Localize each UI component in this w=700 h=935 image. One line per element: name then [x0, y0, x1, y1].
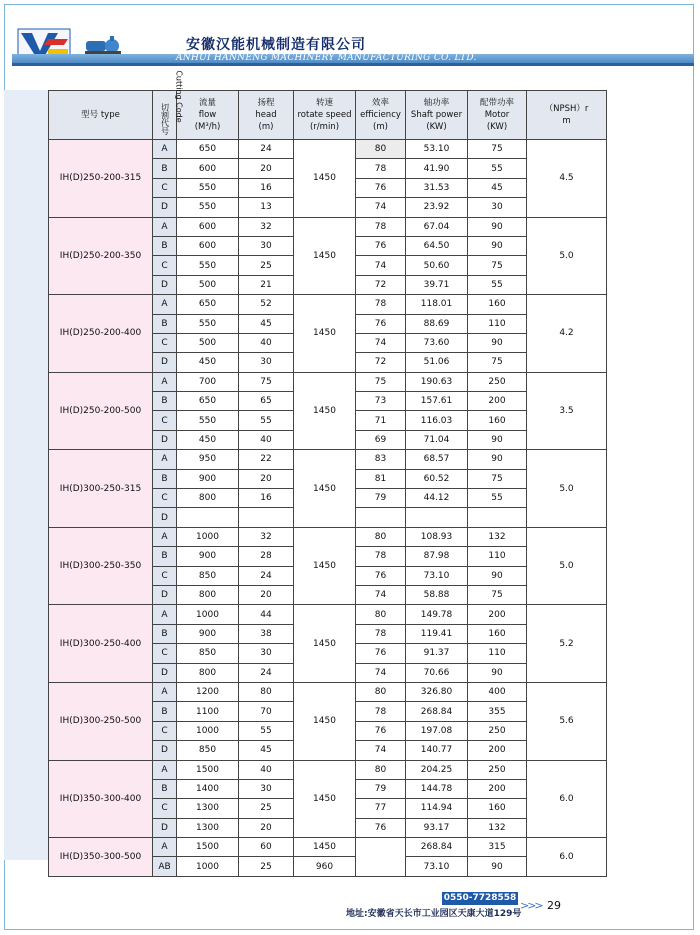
- motor-cell: 90: [468, 217, 527, 236]
- efficiency-cell: 74: [356, 333, 406, 352]
- flow-cell: 1500: [177, 760, 239, 779]
- motor-cell: 250: [468, 721, 527, 740]
- header-cutting-code: [153, 70, 184, 140]
- motor-cell: 315: [468, 838, 527, 857]
- shaft-power-cell: 140.77: [406, 741, 468, 760]
- cutting-code-cell: A: [153, 527, 177, 546]
- shaft-power-cell: 73.10: [406, 566, 468, 585]
- efficiency-cell: 76: [356, 644, 406, 663]
- cutting-code-cell: C: [153, 411, 177, 430]
- flow-cell: 600: [177, 236, 239, 255]
- speed-cell: 1450: [294, 838, 356, 857]
- motor-cell: 200: [468, 605, 527, 624]
- header-efficiency: 效率 efficiency (m): [356, 91, 406, 140]
- shaft-power-cell: 108.93: [406, 527, 468, 546]
- head-cell: 65: [239, 392, 294, 411]
- motor-cell: 160: [468, 624, 527, 643]
- efficiency-cell: 72: [356, 275, 406, 294]
- efficiency-cell: [356, 508, 406, 527]
- flow-cell: 1300: [177, 799, 239, 818]
- head-cell: 70: [239, 702, 294, 721]
- header-type: 型号 type: [49, 91, 153, 140]
- cutting-code-cell: A: [153, 605, 177, 624]
- motor-cell: 45: [468, 178, 527, 197]
- head-cell: 45: [239, 741, 294, 760]
- head-cell: 20: [239, 818, 294, 837]
- head-cell: 80: [239, 682, 294, 701]
- model-cell: IH(D)250-200-500: [49, 372, 153, 450]
- table-body: [49, 140, 607, 877]
- motor-cell: 90: [468, 430, 527, 449]
- motor-cell: 160: [468, 799, 527, 818]
- shaft-power-cell: 88.69: [406, 314, 468, 333]
- npsh-cell: 4.5: [527, 140, 607, 218]
- header-motor: 配带功率 Motor (KW): [468, 91, 527, 140]
- efficiency-cell: 80: [356, 140, 406, 159]
- header-speed: 转速 rotate speed (r/min): [294, 91, 356, 140]
- shaft-power-cell: [406, 508, 468, 527]
- header-npsh: （NPSH）r m: [527, 91, 607, 140]
- efficiency-cell: 78: [356, 159, 406, 178]
- shaft-power-cell: 73.10: [406, 857, 468, 876]
- motor-cell: 400: [468, 682, 527, 701]
- table-row: [49, 682, 607, 701]
- model-cell: IH(D)300-250-500: [49, 682, 153, 760]
- cutting-code-cell: A: [153, 682, 177, 701]
- npsh-cell: 5.6: [527, 682, 607, 760]
- motor-cell: 250: [468, 760, 527, 779]
- table-row: [49, 450, 607, 469]
- cutting-code-cell: AB: [153, 857, 177, 876]
- shaft-power-cell: 116.03: [406, 411, 468, 430]
- motor-cell: 75: [468, 140, 527, 159]
- efficiency-cell: 74: [356, 585, 406, 604]
- flow-cell: 900: [177, 469, 239, 488]
- head-cell: 32: [239, 217, 294, 236]
- cutting-code-cell: A: [153, 450, 177, 469]
- shaft-power-cell: 51.06: [406, 353, 468, 372]
- flow-cell: 550: [177, 178, 239, 197]
- company-name-en: ANHUI HANNENG MACHINERY MANUFACTURING CO. LTD.: [176, 53, 477, 63]
- speed-cell: 960: [294, 857, 356, 876]
- speed-cell: 1450: [294, 450, 356, 528]
- cutting-code-cell: B: [153, 236, 177, 255]
- table-row: [49, 295, 607, 314]
- motor-cell: 355: [468, 702, 527, 721]
- flow-cell: 1400: [177, 779, 239, 798]
- flow-cell: 700: [177, 372, 239, 391]
- head-cell: 16: [239, 489, 294, 508]
- head-cell: 55: [239, 411, 294, 430]
- shaft-power-cell: 39.71: [406, 275, 468, 294]
- table-row: [49, 140, 607, 159]
- shaft-power-cell: 118.01: [406, 295, 468, 314]
- npsh-cell: 5.0: [527, 450, 607, 528]
- efficiency-cell: 80: [356, 760, 406, 779]
- head-cell: 38: [239, 624, 294, 643]
- cutting-code-cell: A: [153, 760, 177, 779]
- cutting-code-cell: D: [153, 663, 177, 682]
- motor-cell: 160: [468, 295, 527, 314]
- cutting-code-cell: C: [153, 721, 177, 740]
- efficiency-cell: 76: [356, 236, 406, 255]
- header-flow: 流量 flow (M³/h): [177, 91, 239, 140]
- cutting-code-cell: C: [153, 799, 177, 818]
- speed-cell: 1450: [294, 217, 356, 295]
- cutting-code-cell: D: [153, 741, 177, 760]
- motor-cell: 160: [468, 411, 527, 430]
- efficiency-cell: 77: [356, 799, 406, 818]
- shaft-power-cell: 157.61: [406, 392, 468, 411]
- speed-cell: 1450: [294, 605, 356, 683]
- flow-cell: 850: [177, 644, 239, 663]
- efficiency-cell: [356, 838, 406, 877]
- flow-cell: 1100: [177, 702, 239, 721]
- head-cell: 21: [239, 275, 294, 294]
- head-cell: 20: [239, 585, 294, 604]
- motor-cell: 30: [468, 198, 527, 217]
- motor-cell: 250: [468, 372, 527, 391]
- cutting-code-cell: C: [153, 333, 177, 352]
- flow-cell: 900: [177, 624, 239, 643]
- cutting-code-cell: C: [153, 644, 177, 663]
- flow-cell: 850: [177, 566, 239, 585]
- shaft-power-cell: 64.50: [406, 236, 468, 255]
- efficiency-cell: 72: [356, 353, 406, 372]
- efficiency-cell: 76: [356, 818, 406, 837]
- table-header-row: [49, 91, 607, 140]
- speed-cell: 1450: [294, 527, 356, 605]
- efficiency-cell: 80: [356, 605, 406, 624]
- model-cell: IH(D)350-300-400: [49, 760, 153, 838]
- cutting-code-cell: D: [153, 275, 177, 294]
- cutting-code-cell: C: [153, 566, 177, 585]
- flow-cell: [177, 508, 239, 527]
- efficiency-cell: 73: [356, 392, 406, 411]
- flow-cell: 1000: [177, 527, 239, 546]
- efficiency-cell: 78: [356, 702, 406, 721]
- head-cell: 55: [239, 721, 294, 740]
- shaft-power-cell: 268.84: [406, 702, 468, 721]
- model-cell: IH(D)300-250-315: [49, 450, 153, 528]
- speed-cell: 1450: [294, 372, 356, 450]
- efficiency-cell: 76: [356, 721, 406, 740]
- npsh-cell: 5.0: [527, 527, 607, 605]
- shaft-power-cell: 93.17: [406, 818, 468, 837]
- shaft-power-cell: 71.04: [406, 430, 468, 449]
- head-cell: 44: [239, 605, 294, 624]
- efficiency-cell: 71: [356, 411, 406, 430]
- cutting-code-cell: A: [153, 295, 177, 314]
- efficiency-cell: 80: [356, 527, 406, 546]
- motor-cell: 75: [468, 353, 527, 372]
- cutting-code-cell: A: [153, 372, 177, 391]
- head-cell: 25: [239, 799, 294, 818]
- motor-cell: 90: [468, 663, 527, 682]
- head-cell: 30: [239, 779, 294, 798]
- pump-image: [84, 35, 124, 55]
- head-cell: 24: [239, 663, 294, 682]
- flow-cell: 800: [177, 663, 239, 682]
- cutting-code-cell: A: [153, 217, 177, 236]
- motor-cell: 200: [468, 741, 527, 760]
- flow-cell: 650: [177, 295, 239, 314]
- motor-cell: 90: [468, 566, 527, 585]
- motor-cell: 200: [468, 392, 527, 411]
- model-cell: IH(D)250-200-400: [49, 295, 153, 373]
- flow-cell: 900: [177, 547, 239, 566]
- efficiency-cell: 76: [356, 566, 406, 585]
- page-number: 29: [547, 899, 561, 912]
- shaft-power-cell: 149.78: [406, 605, 468, 624]
- shaft-power-cell: 70.66: [406, 663, 468, 682]
- efficiency-cell: 76: [356, 314, 406, 333]
- flow-cell: 1000: [177, 857, 239, 876]
- efficiency-cell: 78: [356, 295, 406, 314]
- shaft-power-cell: 50.60: [406, 256, 468, 275]
- head-cell: 25: [239, 857, 294, 876]
- flow-cell: 500: [177, 275, 239, 294]
- speed-cell: 1450: [294, 760, 356, 838]
- head-cell: 28: [239, 547, 294, 566]
- model-cell: IH(D)300-250-400: [49, 605, 153, 683]
- npsh-cell: 6.0: [527, 838, 607, 877]
- header-head: 扬程 head (m): [239, 91, 294, 140]
- head-cell: 45: [239, 314, 294, 333]
- header-band-strip: [12, 63, 694, 66]
- motor-cell: 55: [468, 275, 527, 294]
- shaft-power-cell: 144.78: [406, 779, 468, 798]
- flow-cell: 1200: [177, 682, 239, 701]
- motor-cell: 90: [468, 450, 527, 469]
- table-row: [49, 760, 607, 779]
- cutting-code-cell: D: [153, 508, 177, 527]
- motor-cell: 75: [468, 469, 527, 488]
- efficiency-cell: 74: [356, 256, 406, 275]
- head-cell: 60: [239, 838, 294, 857]
- head-cell: 30: [239, 236, 294, 255]
- chevron-arrows-icon: >>>: [520, 899, 542, 912]
- shaft-power-cell: 197.08: [406, 721, 468, 740]
- shaft-power-cell: 31.53: [406, 178, 468, 197]
- efficiency-cell: 69: [356, 430, 406, 449]
- model-cell: IH(D)350-300-500: [49, 838, 153, 877]
- head-cell: 24: [239, 140, 294, 159]
- cutting-code-cell: B: [153, 779, 177, 798]
- shaft-power-cell: 204.25: [406, 760, 468, 779]
- cutting-code-cell: B: [153, 314, 177, 333]
- head-cell: 25: [239, 256, 294, 275]
- cutting-code-cell: B: [153, 624, 177, 643]
- shaft-power-cell: 68.57: [406, 450, 468, 469]
- flow-cell: 650: [177, 140, 239, 159]
- flow-cell: 1000: [177, 721, 239, 740]
- head-cell: 20: [239, 159, 294, 178]
- flow-cell: 1000: [177, 605, 239, 624]
- flow-cell: 550: [177, 314, 239, 333]
- head-cell: 30: [239, 353, 294, 372]
- motor-cell: 75: [468, 585, 527, 604]
- efficiency-cell: 76: [356, 178, 406, 197]
- header-shaft-power: 轴功率 Shaft power (KW): [406, 91, 468, 140]
- motor-cell: 110: [468, 547, 527, 566]
- motor-cell: 55: [468, 159, 527, 178]
- efficiency-cell: 75: [356, 372, 406, 391]
- cutting-code-cell: D: [153, 585, 177, 604]
- flow-cell: 950: [177, 450, 239, 469]
- shaft-power-cell: 190.63: [406, 372, 468, 391]
- shaft-power-cell: 326.80: [406, 682, 468, 701]
- cutting-code-cell: A: [153, 838, 177, 857]
- flow-cell: 450: [177, 430, 239, 449]
- head-cell: 40: [239, 333, 294, 352]
- head-cell: 30: [239, 644, 294, 663]
- speed-cell: 1450: [294, 295, 356, 373]
- efficiency-cell: 80: [356, 682, 406, 701]
- flow-cell: 450: [177, 353, 239, 372]
- efficiency-cell: 74: [356, 198, 406, 217]
- table-row: [49, 217, 607, 236]
- flow-cell: 650: [177, 392, 239, 411]
- motor-cell: 200: [468, 779, 527, 798]
- npsh-cell: 3.5: [527, 372, 607, 450]
- left-margin-band: [4, 90, 48, 860]
- motor-cell: 110: [468, 644, 527, 663]
- speed-cell: 1450: [294, 140, 356, 218]
- table-row: [49, 372, 607, 391]
- efficiency-cell: 79: [356, 489, 406, 508]
- motor-cell: 90: [468, 857, 527, 876]
- efficiency-cell: 79: [356, 779, 406, 798]
- npsh-cell: 5.2: [527, 605, 607, 683]
- shaft-power-cell: 114.94: [406, 799, 468, 818]
- cutting-code-cell: D: [153, 430, 177, 449]
- flow-cell: 850: [177, 741, 239, 760]
- head-cell: 22: [239, 450, 294, 469]
- efficiency-cell: 74: [356, 663, 406, 682]
- shaft-power-cell: 53.10: [406, 140, 468, 159]
- table-row: [49, 838, 607, 857]
- cutting-code-cell: D: [153, 818, 177, 837]
- flow-cell: 550: [177, 411, 239, 430]
- efficiency-cell: 83: [356, 450, 406, 469]
- cutting-code-cell: C: [153, 256, 177, 275]
- flow-cell: 600: [177, 217, 239, 236]
- company-address: 地址:安徽省天长市工业园区天康大道129号: [346, 909, 522, 919]
- model-cell: IH(D)300-250-350: [49, 527, 153, 605]
- shaft-power-cell: 67.04: [406, 217, 468, 236]
- head-cell: 52: [239, 295, 294, 314]
- flow-cell: 800: [177, 585, 239, 604]
- motor-cell: 55: [468, 489, 527, 508]
- cutting-code-cell: C: [153, 489, 177, 508]
- shaft-power-cell: 268.84: [406, 838, 468, 857]
- motor-cell: 110: [468, 314, 527, 333]
- cutting-code-cell: B: [153, 159, 177, 178]
- table-row: [49, 605, 607, 624]
- npsh-cell: 5.0: [527, 217, 607, 295]
- motor-cell: 132: [468, 818, 527, 837]
- shaft-power-cell: 87.98: [406, 547, 468, 566]
- flow-cell: 600: [177, 159, 239, 178]
- head-cell: 24: [239, 566, 294, 585]
- head-cell: 40: [239, 760, 294, 779]
- shaft-power-cell: 60.52: [406, 469, 468, 488]
- motor-cell: 132: [468, 527, 527, 546]
- table-row: [49, 527, 607, 546]
- phone-number: 0550-7728558: [443, 893, 517, 903]
- cutting-code-cell: B: [153, 469, 177, 488]
- flow-cell: 1500: [177, 838, 239, 857]
- head-cell: 16: [239, 178, 294, 197]
- cutting-code-cell: B: [153, 547, 177, 566]
- motor-cell: 75: [468, 256, 527, 275]
- head-cell: 13: [239, 198, 294, 217]
- head-cell: 20: [239, 469, 294, 488]
- shaft-power-cell: 41.90: [406, 159, 468, 178]
- speed-cell: 1450: [294, 682, 356, 760]
- shaft-power-cell: 119.41: [406, 624, 468, 643]
- head-cell: [239, 508, 294, 527]
- head-cell: 75: [239, 372, 294, 391]
- head-cell: 32: [239, 527, 294, 546]
- flow-cell: 500: [177, 333, 239, 352]
- cutting-code-cell: B: [153, 702, 177, 721]
- efficiency-cell: 74: [356, 741, 406, 760]
- npsh-cell: 6.0: [527, 760, 607, 838]
- shaft-power-cell: 58.88: [406, 585, 468, 604]
- flow-cell: 550: [177, 198, 239, 217]
- cutting-code-cell: C: [153, 178, 177, 197]
- cutting-code-cell: B: [153, 392, 177, 411]
- motor-cell: 90: [468, 333, 527, 352]
- flow-cell: 1300: [177, 818, 239, 837]
- shaft-power-cell: 44.12: [406, 489, 468, 508]
- header-cutting-code-en: Cutting Code: [174, 70, 184, 123]
- cutting-code-cell: D: [153, 198, 177, 217]
- shaft-power-cell: 23.92: [406, 198, 468, 217]
- flow-cell: 550: [177, 256, 239, 275]
- model-cell: IH(D)250-200-350: [49, 217, 153, 295]
- shaft-power-cell: 73.60: [406, 333, 468, 352]
- shaft-power-cell: 91.37: [406, 644, 468, 663]
- efficiency-cell: 78: [356, 217, 406, 236]
- company-name-cn: 安徽汉能机械制造有限公司: [186, 37, 366, 53]
- header-cutting-code-cn: 切割代号: [160, 103, 170, 135]
- efficiency-cell: 78: [356, 624, 406, 643]
- flow-cell: 800: [177, 489, 239, 508]
- model-cell: IH(D)250-200-315: [49, 140, 153, 218]
- motor-cell: 90: [468, 236, 527, 255]
- npsh-cell: 4.2: [527, 295, 607, 373]
- efficiency-cell: 78: [356, 547, 406, 566]
- efficiency-cell: 81: [356, 469, 406, 488]
- pump-spec-table: [48, 70, 607, 877]
- cutting-code-cell: A: [153, 140, 177, 159]
- cutting-code-cell: D: [153, 353, 177, 372]
- motor-cell: [468, 508, 527, 527]
- head-cell: 40: [239, 430, 294, 449]
